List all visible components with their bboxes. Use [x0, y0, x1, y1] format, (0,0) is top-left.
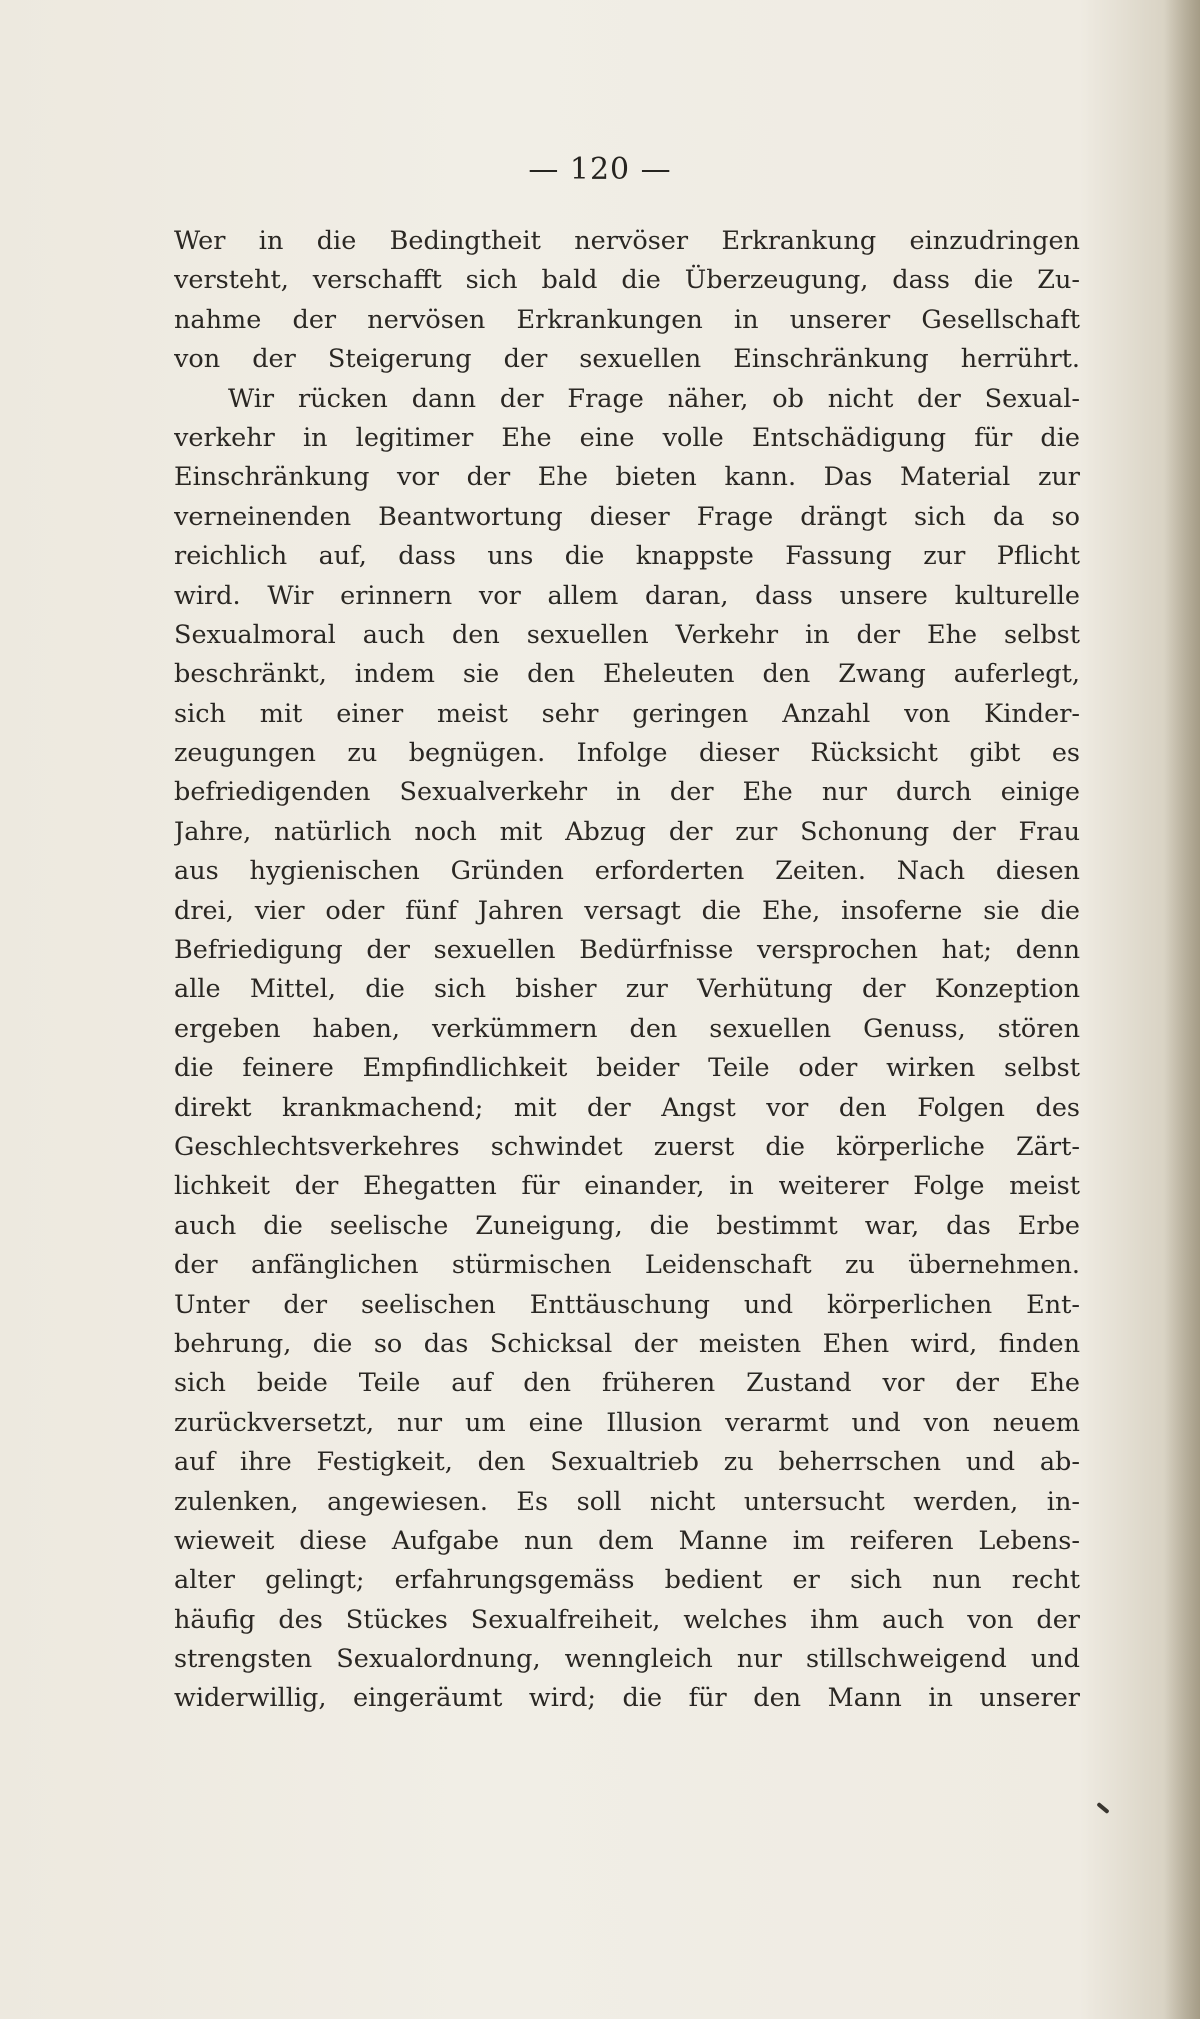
text-line: alter gelingt; erfahrungsgemäss bedient er sich nun recht: [174, 1565, 1080, 1596]
text-line: Jahre, natürlich noch mit Abzug der zur Schonung der Frau: [174, 816, 1080, 847]
text-line: der anfänglichen stürmischen Leidenschaft zu übernehmen.: [174, 1250, 1080, 1281]
text-line: Befriedigung der sexuellen Bedürfnisse versprochen hat; denn: [174, 935, 1080, 966]
text-line: sich beide Teile auf den früheren Zustand vor der Ehe: [174, 1368, 1080, 1399]
text-line: die feinere Empfindlichkeit beider Teile oder wirken selbst: [174, 1053, 1080, 1084]
text-line: beschränkt, indem sie den Eheleuten den Zwang auferlegt,: [174, 659, 1080, 690]
text-line: Wer in die Bedingtheit nervöser Erkrankung einzudringen: [174, 226, 1080, 256]
text-line: zulenken, angewiesen. Es soll nicht untersucht werden, in-: [174, 1486, 1080, 1517]
text-line: nahme der nervösen Erkrankungen in unserer Gesellschaft: [174, 304, 1080, 335]
text-line: Sexualmoral auch den sexuellen Verkehr in der Ehe selbst: [174, 619, 1080, 650]
text-line: verneinenden Beantwortung dieser Frage drängt sich da so: [174, 501, 1080, 532]
text-line: zurückversetzt, nur um eine Illusion verarmt und von neuem: [174, 1407, 1080, 1438]
text-line: direkt krankmachend; mit der Angst vor den Folgen des: [174, 1092, 1080, 1123]
text-line: Unter der seelischen Enttäuschung und körperlichen Ent-: [174, 1289, 1080, 1320]
text-line: Geschlechtsverkehres schwindet zuerst die körperliche Zärt-: [174, 1131, 1080, 1162]
body-text: [174, 222, 1080, 1719]
text-line: wird. Wir erinnern vor allem daran, dass unsere kulturelle: [174, 580, 1080, 611]
text-line: auf ihre Festigkeit, den Sexualtrieb zu beherrschen und ab-: [174, 1447, 1080, 1478]
text-line: verkehr in legitimer Ehe eine volle Entschädigung für die: [174, 422, 1080, 453]
text-line: lichkeit der Ehegatten für einander, in weiterer Folge meist: [174, 1171, 1080, 1202]
text-line: sich mit einer meist sehr geringen Anzahl von Kinder-: [174, 698, 1080, 729]
page-number: — 120 —: [528, 152, 672, 187]
text-line: versteht, verschafft sich bald die Überzeugung, dass die Zu-: [174, 265, 1080, 296]
text-line: strengsten Sexualordnung, wenngleich nur stillschweigend und: [174, 1644, 1080, 1675]
text-line: aus hygienischen Gründen erforderten Zeiten. Nach diesen: [174, 856, 1080, 887]
spine-shadow: [1164, 0, 1200, 2019]
text-line: von der Steigerung der sexuellen Einschränkung herrührt.: [174, 344, 1080, 375]
text-line: behrung, die so das Schicksal der meisten Ehen wird, finden: [174, 1328, 1080, 1359]
text-line: ergeben haben, verkümmern den sexuellen Genuss, stören: [174, 1013, 1080, 1044]
text-line: befriedigenden Sexualverkehr in der Ehe nur durch einige: [174, 777, 1080, 808]
text-line: widerwillig, eingeräumt wird; die für den Mann in unserer: [174, 1683, 1080, 1714]
text-line: häufig des Stückes Sexualfreiheit, welches ihm auch von der: [174, 1604, 1080, 1635]
text-line: Wir rücken dann der Frage näher, ob nicht der Sexual-: [228, 383, 1080, 414]
text-line: wieweit diese Aufgabe nun dem Manne im reiferen Lebens-: [174, 1525, 1080, 1556]
text-line: auch die seelische Zuneigung, die bestimmt war, das Erbe: [174, 1210, 1080, 1241]
text-line: reichlich auf, dass uns die knappste Fassung zur Pflicht: [174, 541, 1080, 572]
text-line: Einschränkung vor der Ehe bieten kann. Das Material zur: [174, 462, 1080, 493]
text-line: alle Mittel, die sich bisher zur Verhütung der Konzeption: [174, 974, 1080, 1005]
text-line: drei, vier oder fünf Jahren versagt die Ehe, insoferne sie die: [174, 895, 1080, 926]
ink-mark: [1096, 1802, 1109, 1814]
text-line: zeugungen zu begnügen. Infolge dieser Rücksicht gibt es: [174, 738, 1080, 769]
